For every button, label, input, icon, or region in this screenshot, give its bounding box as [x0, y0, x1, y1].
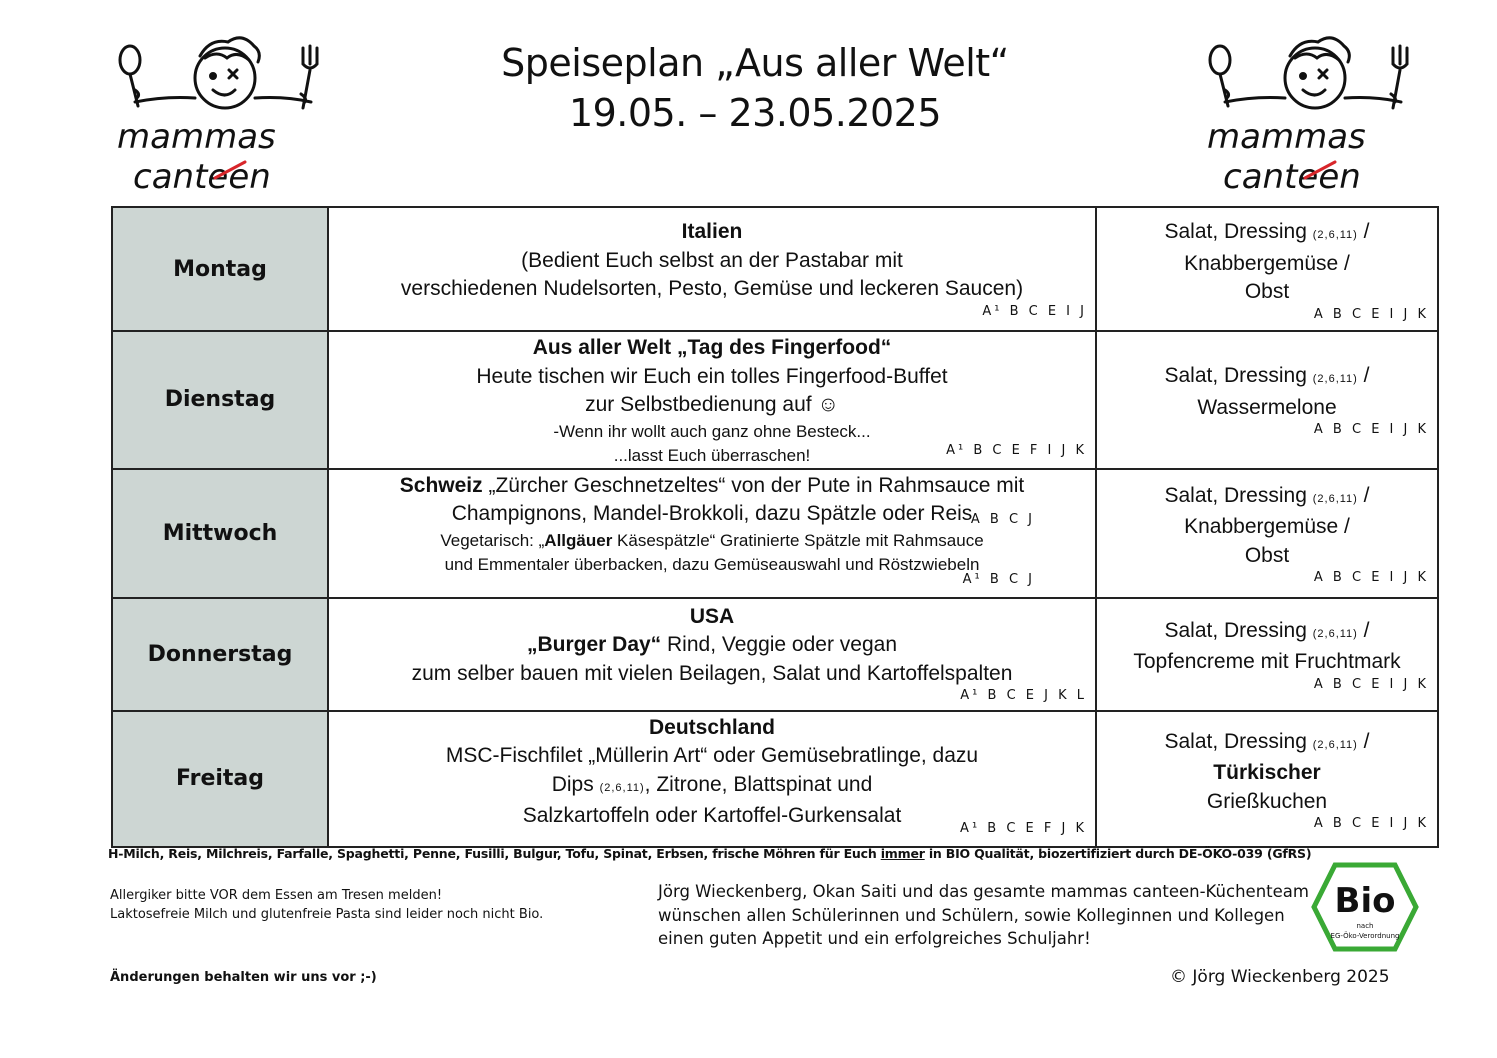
side-separator: /	[1363, 483, 1370, 507]
side-line	[1097, 728, 1437, 760]
side-separator: /	[1363, 729, 1370, 753]
table-row	[112, 598, 1438, 711]
dish-text-bold: „Burger Day“	[526, 633, 662, 656]
bio-seal-icon	[1311, 862, 1419, 952]
side-line: Topfencreme mit Fruchtmark	[1133, 650, 1401, 673]
dips-codes: (2,6,11)	[599, 781, 645, 794]
dish-line: Heute tischen wir Euch ein tolles Fingerfood-Buffet	[476, 364, 948, 388]
day-cell: Donnerstag	[112, 598, 328, 711]
bio-text: H-Milch, Reis, Milchreis, Farfalle, Spaghetti, Penne, Fusilli, Bulgur, Tofu, Spinat, Erbsen, frische Möhren für Euch	[108, 846, 881, 861]
side-dish-cell	[1096, 331, 1438, 469]
side-line	[1097, 617, 1437, 649]
allergen-codes: A B C E I J K	[1313, 422, 1429, 437]
bio-text: in BIO Qualität, biozertifiziert durch DE-ÖKO-039 (GfRS)	[924, 846, 1312, 861]
allergen-codes: A¹ B C J	[962, 572, 1035, 587]
dressing-codes: (2,6,11)	[1312, 738, 1358, 751]
title-line-1: Speiseplan „Aus aller Welt“	[501, 41, 1009, 85]
side-separator: /	[1363, 220, 1370, 243]
dish-line: (Bedient Euch selbst an der Pastabar mit	[521, 248, 903, 272]
side-dish-cell	[1096, 207, 1438, 331]
main-dish-cell	[328, 711, 1096, 847]
team-line: wünschen allen Schülerinnen und Schülern, sowie Kolleginnen und Kollegen	[658, 905, 1285, 925]
dish-text: Dips	[551, 772, 600, 796]
side-dish-cell	[1096, 469, 1438, 598]
dish-text-bold: Allgäuer	[544, 530, 613, 550]
allergen-codes: A¹ B C E J K L	[960, 688, 1087, 703]
dish-text: „Zürcher Geschnetzeltes“ von der Pute in Rahmsauce mit	[482, 473, 1025, 497]
dish-text: Rind, Veggie oder vegan	[661, 633, 898, 656]
main-dish-cell	[328, 331, 1096, 469]
day-cell: Dienstag	[112, 331, 328, 469]
dish-line: Salzkartoffeln oder Kartoffel-Gurkensalat	[522, 804, 902, 827]
day-cell: Mittwoch	[112, 469, 328, 598]
logo-text-canteen: canteen	[1223, 157, 1361, 197]
dish-line: verschiedenen Nudelsorten, Pesto, Gemüse und leckeren Saucen)	[400, 277, 1024, 300]
dish-line: zur Selbstbedienung auf ☺	[585, 393, 839, 416]
allergen-codes: A B C E I J K	[1313, 676, 1429, 692]
dressing-codes: (2,6,11)	[1312, 373, 1358, 385]
side-dish-cell	[1096, 711, 1438, 847]
side-line: Knabbergemüse /	[1184, 515, 1350, 538]
side-line	[1097, 218, 1437, 250]
dish-text: Champignons, Mandel-Brokkoli, dazu Spätzle oder Reis	[451, 502, 973, 525]
copyright: © Jörg Wieckenberg 2025	[1170, 967, 1390, 987]
dish-line: -Wenn ihr wollt auch ganz ohne Besteck...	[553, 421, 871, 441]
table-row	[112, 469, 1438, 598]
side-line	[1097, 482, 1437, 514]
side-text: Salat, Dressing	[1164, 729, 1307, 753]
side-line: Türkischer	[1213, 761, 1321, 784]
dish-text: Käsespätzle“ Gratinierte Spätzle mit Rahmsauce	[612, 530, 984, 550]
dish-line: und Emmentaler überbacken, dazu Gemüseauswahl und Röstzwiebeln	[444, 554, 980, 574]
side-text: Salat, Dressing	[1164, 220, 1307, 243]
seal-sub: nach	[1356, 922, 1374, 930]
dish-title: Aus aller Welt „Tag des Fingerfood“	[532, 336, 892, 359]
allergen-codes: A B C J	[970, 512, 1035, 527]
side-line	[1097, 362, 1437, 394]
bio-emphasis: immer	[880, 846, 925, 861]
table-row	[112, 207, 1438, 331]
side-dish-cell	[1096, 598, 1438, 711]
side-text: Salat, Dressing	[1164, 618, 1307, 642]
side-text: Salat, Dressing	[1164, 364, 1307, 387]
day-cell: Freitag	[112, 711, 328, 847]
mammas-canteen-logo	[105, 28, 335, 198]
allergen-codes: A¹ B C E F I J K	[946, 443, 1087, 458]
side-line: Grießkuchen	[1206, 789, 1328, 813]
dressing-codes: (2,6,11)	[1312, 229, 1358, 241]
side-separator: /	[1363, 618, 1370, 642]
bio-notice	[108, 846, 1311, 861]
dish-line	[329, 631, 1095, 660]
dish-title: Schweiz	[399, 473, 483, 497]
dish-line	[329, 472, 1095, 501]
team-line: Jörg Wieckenberg, Okan Saiti und das gesamte mammas canteen-Küchenteam	[658, 882, 1309, 901]
dish-title: Deutschland	[648, 715, 776, 739]
page-title	[420, 38, 1090, 138]
allergen-codes: A B C E I J K	[1313, 306, 1429, 322]
dish-line: MSC-Fischfilet „Müllerin Art“ oder Gemüsebratlinge, dazu	[445, 744, 979, 767]
main-dish-cell	[328, 598, 1096, 711]
table-row	[112, 711, 1438, 847]
allergy-line: Allergiker bitte VOR dem Essen am Tresen melden!	[110, 888, 443, 903]
allergy-line: Laktosefreie Milch und glutenfreie Pasta sind leider noch nicht Bio.	[110, 907, 544, 922]
dressing-codes: (2,6,11)	[1312, 627, 1358, 640]
side-line: Knabbergemüse /	[1184, 251, 1350, 275]
dish-title: Italien	[681, 220, 743, 243]
dish-line: ...lasst Euch überraschen!	[613, 445, 811, 465]
team-line: einen guten Appetit und ein erfolgreiches Schuljahr!	[658, 929, 1091, 948]
allergen-codes: A B C E I J K	[1313, 570, 1429, 585]
day-cell: Montag	[112, 207, 328, 331]
main-dish-cell	[328, 207, 1096, 331]
dressing-codes: (2,6,11)	[1312, 492, 1358, 505]
allergen-codes: A¹ B C E F J K	[960, 821, 1087, 836]
logo-text-mammas: mammas	[1207, 117, 1366, 157]
dish-title: USA	[689, 604, 735, 628]
logo-text-canteen: canteen	[133, 157, 271, 197]
side-text: Salat, Dressing	[1164, 483, 1307, 507]
main-dish-cell	[328, 469, 1096, 598]
side-separator: /	[1363, 364, 1370, 387]
dish-text: , Zitrone, Blattspinat und	[644, 772, 873, 796]
logo-text-mammas: mammas	[117, 117, 276, 157]
allergy-notice	[110, 886, 543, 924]
allergen-codes: A¹ B C E I J	[982, 303, 1087, 319]
allergen-codes: A B C E I J K	[1313, 816, 1429, 831]
menu-table	[111, 206, 1439, 848]
dish-line	[329, 771, 1095, 803]
team-greeting	[658, 880, 1309, 951]
title-line-2: 19.05. – 23.05.2025	[568, 91, 942, 135]
seal-sub: EG-Öko-Verordnung	[1330, 932, 1400, 940]
table-row	[112, 331, 1438, 469]
dish-line: zum selber bauen mit vielen Beilagen, Salat und Kartoffelspalten	[411, 661, 1013, 685]
mammas-canteen-logo	[1195, 28, 1425, 198]
changes-notice: Änderungen behalten wir uns vor ;-)	[110, 970, 377, 985]
side-line: Obst	[1244, 543, 1290, 567]
seal-text: Bio	[1334, 881, 1396, 921]
dish-line	[329, 500, 1095, 529]
dish-text: Vegetarisch: „	[440, 530, 545, 550]
side-line: Wassermelone	[1197, 395, 1337, 419]
side-line: Obst	[1244, 280, 1290, 303]
